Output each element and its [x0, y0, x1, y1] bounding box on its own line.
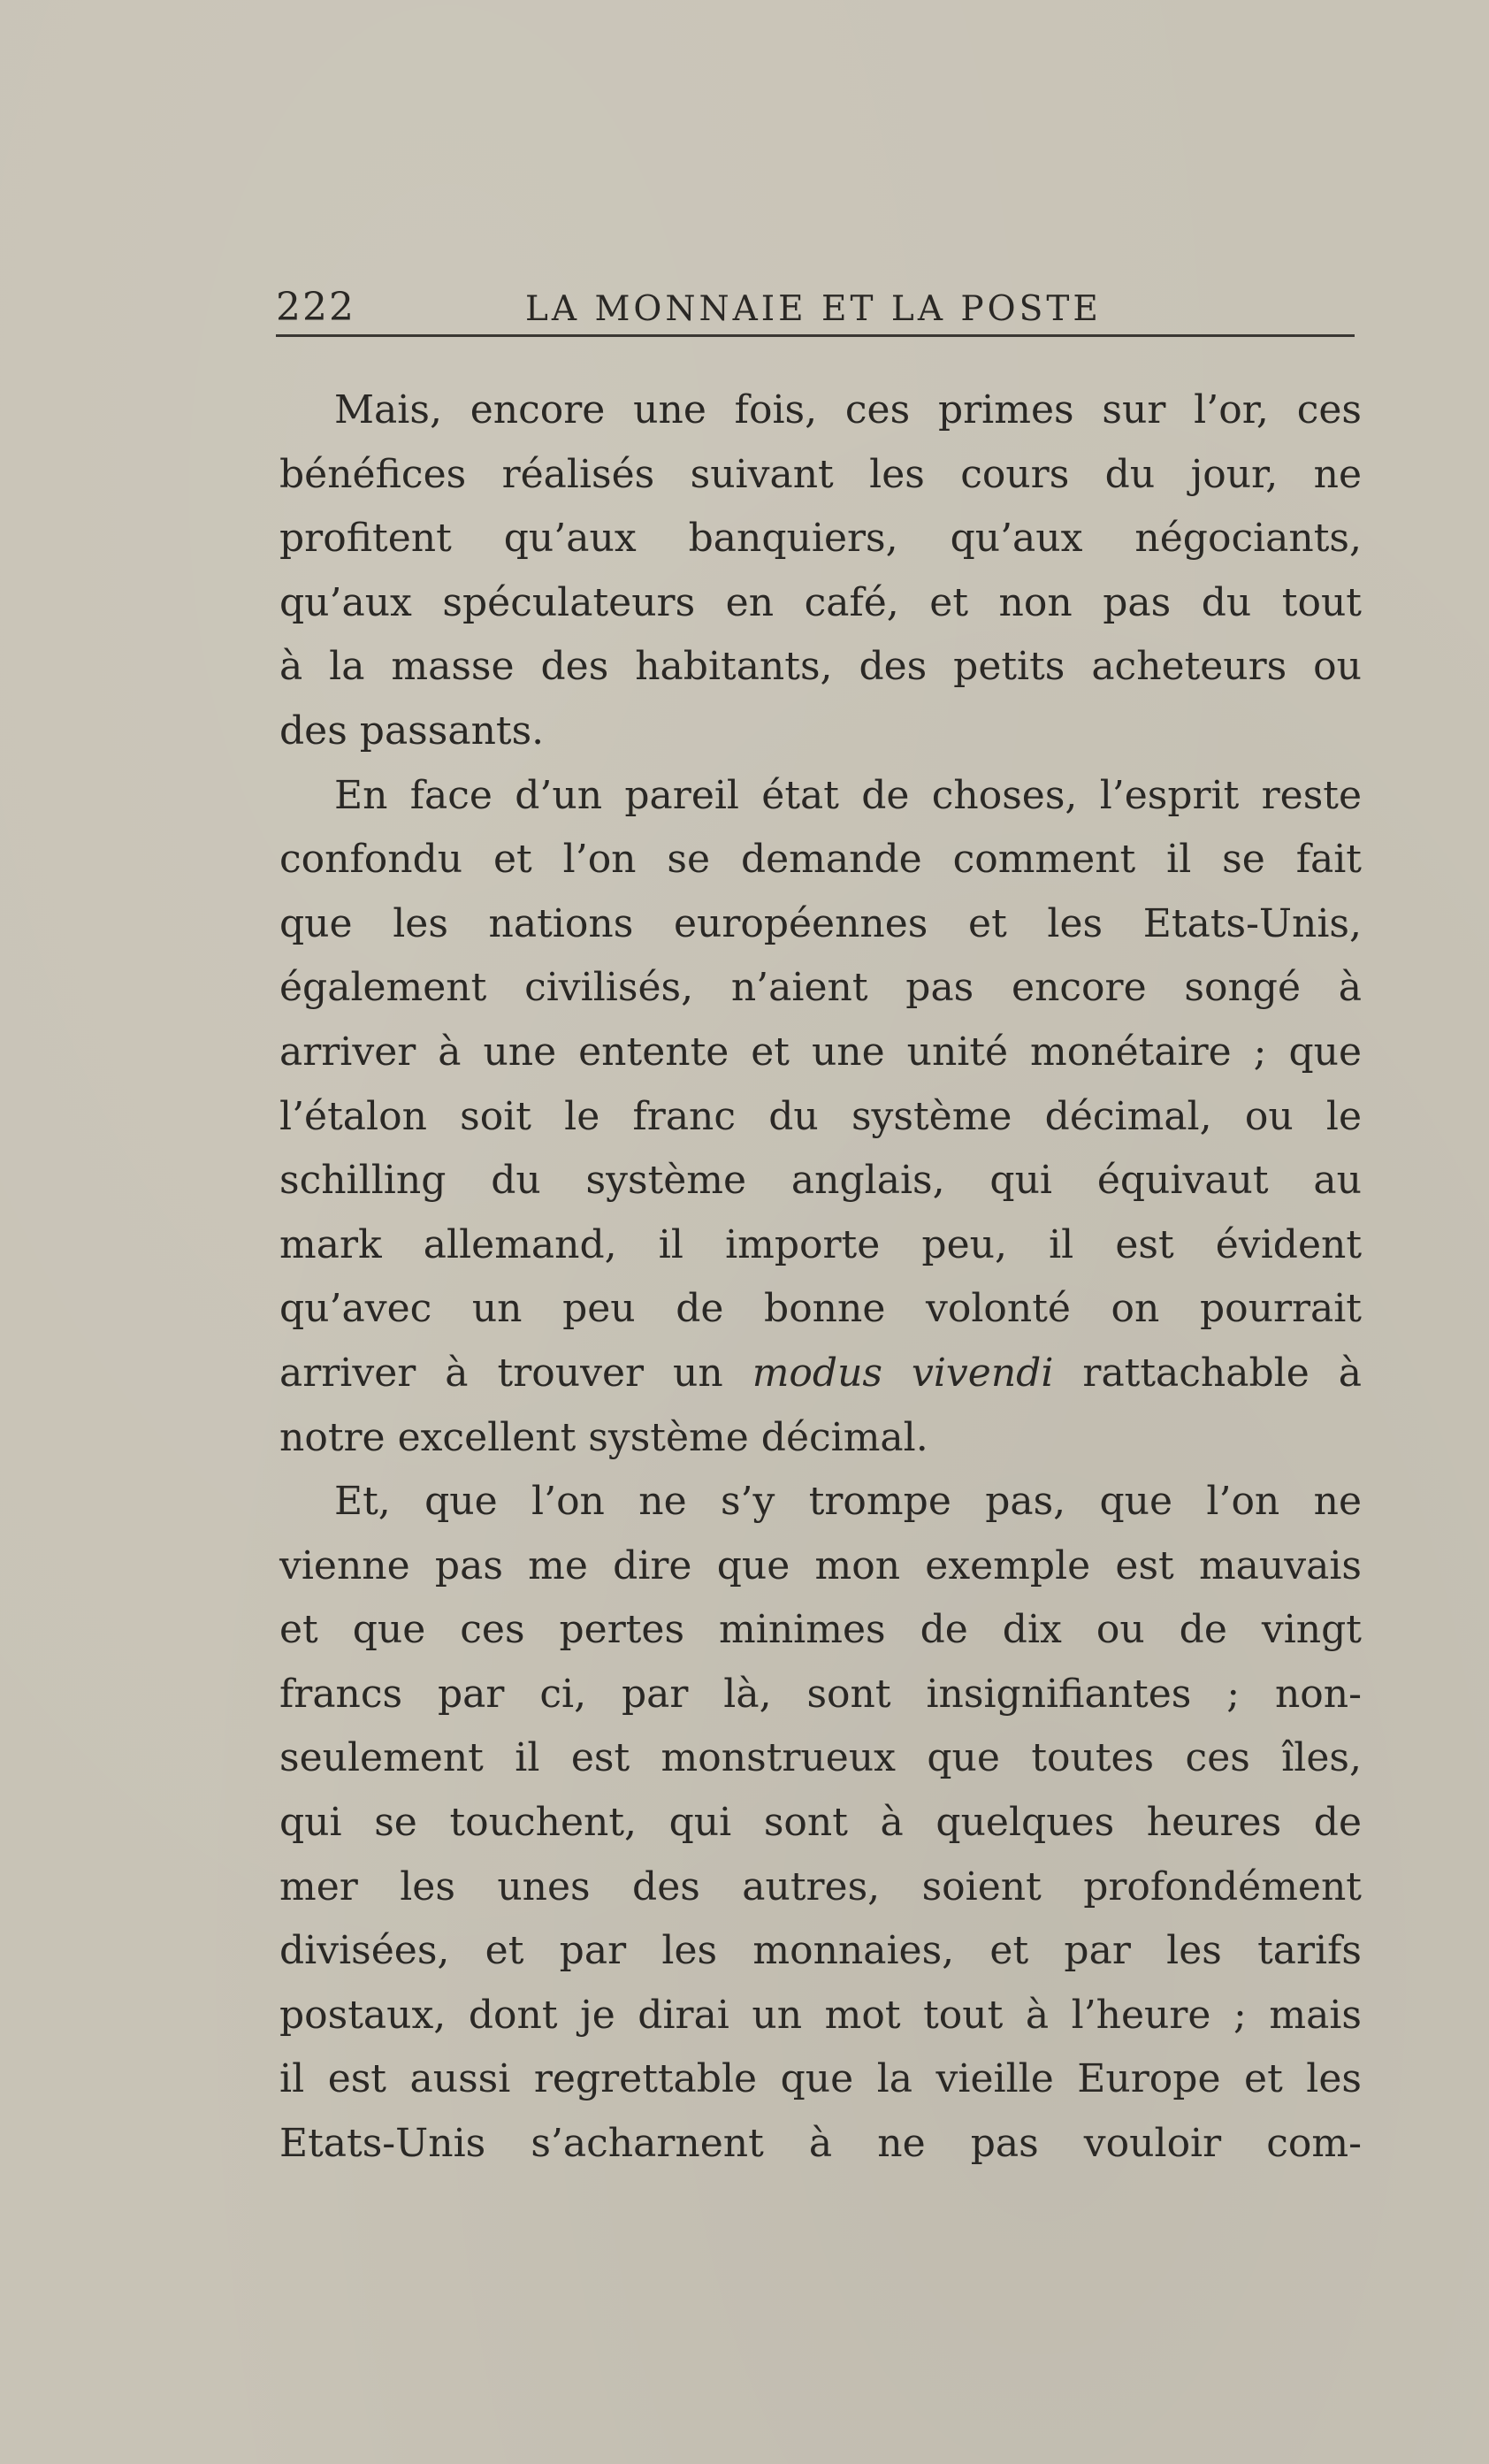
text-line: Etats-Unis s’acharnent à ne pas vouloir com- — [279, 2121, 1362, 2167]
text-line: mark allemand, il importe peu, il est évident — [279, 1221, 1362, 1267]
text-line: profitent qu’aux banquiers, qu’aux négociants, — [279, 516, 1362, 562]
text-line: il est aussi regrettable que la vieille Europe et les — [279, 2056, 1362, 2102]
text-line: vienne pas me dire que mon exemple est mauvais — [279, 1542, 1362, 1588]
text-line: des passants. — [279, 708, 545, 754]
running-head — [276, 281, 1355, 343]
page-number: 222 — [276, 285, 355, 330]
text-line: Mais, encore une fois, ces primes sur l’or, ces — [334, 387, 1362, 432]
italic-phrase: modus vivendi — [752, 1350, 1054, 1396]
text-line: à la masse des habitants, des petits acheteurs ou — [279, 644, 1362, 690]
text-line: l’étalon soit le franc du système décimal, ou le — [279, 1093, 1362, 1139]
text-line: francs par ci, par là, sont insignifiantes ; non- — [279, 1671, 1362, 1717]
running-title: LA MONNAIE ET LA POSTE — [525, 289, 1102, 329]
text-line: schilling du système anglais, qui équivaut au — [279, 1158, 1362, 1204]
text-line: qui se touchent, qui sont à quelques heures de — [279, 1800, 1362, 1846]
text-segment: rattachable à — [1053, 1350, 1362, 1396]
text-line: notre excellent système décimal. — [279, 1414, 928, 1460]
text-line: En face d’un pareil état de choses, l’esprit reste — [334, 772, 1362, 818]
text-line: que les nations européennes et les Etats-Unis, — [279, 900, 1362, 946]
text-line: mer les unes des autres, soient profondément — [279, 1863, 1362, 1909]
text-line: qu’avec un peu de bonne volonté on pourrait — [279, 1286, 1362, 1332]
text-line: divisées, et par les monnaies, et par les tarifs — [279, 1928, 1362, 1974]
text-line: seulement il est monstrueux que toutes ces îles, — [279, 1735, 1362, 1781]
text-line: postaux, dont je dirai un mot tout à l’heure ; mais — [279, 1992, 1362, 2038]
text-line-with-italic — [279, 1342, 1362, 1406]
text-line: confondu et l’on se demande comment il se fait — [279, 837, 1362, 883]
text-line: également civilisés, n’aient pas encore songé à — [279, 965, 1362, 1011]
body-text — [279, 379, 1362, 2177]
text-line: qu’aux spéculateurs en café, et non pas du tout — [279, 579, 1362, 625]
text-line: bénéfices réalisés suivant les cours du jour, ne — [279, 451, 1362, 497]
text-line: arriver à une entente et une unité monétaire ; que — [279, 1029, 1362, 1075]
header-rule — [276, 334, 1355, 337]
text-line: Et, que l’on ne s’y trompe pas, que l’on ne — [334, 1479, 1362, 1525]
text-line: et que ces pertes minimes de dix ou de vingt — [279, 1607, 1362, 1653]
text-segment: arriver à trouver un — [279, 1350, 752, 1396]
